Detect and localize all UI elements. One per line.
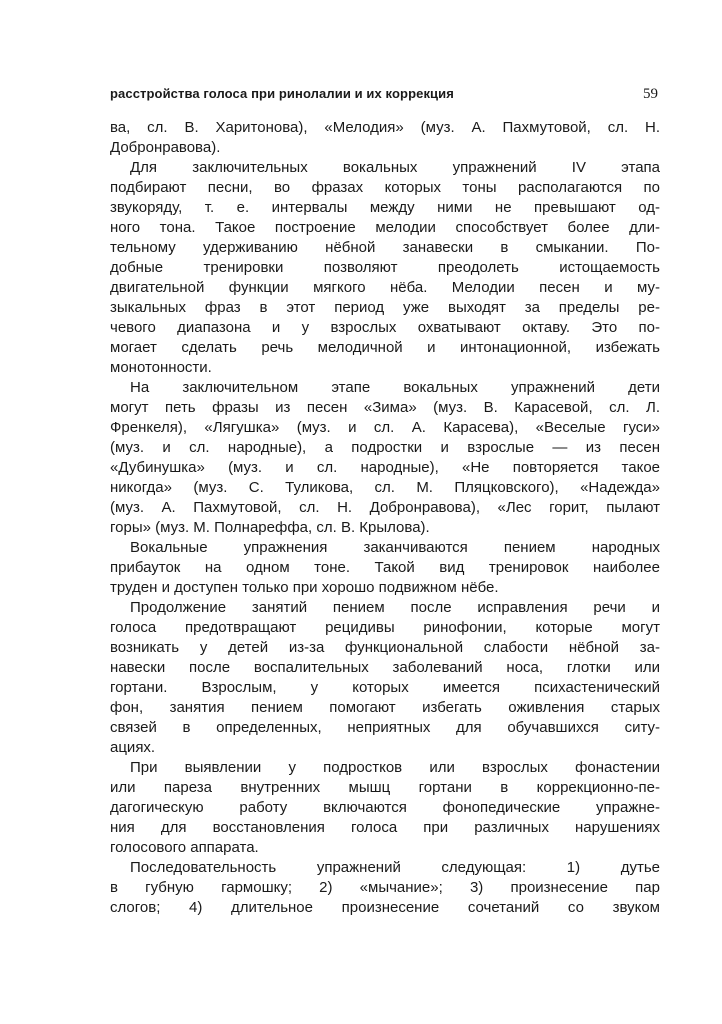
paragraph xyxy=(110,858,660,918)
text-line: «Дубинушка» (муз. и сл. народные), «Не повторяется такое xyxy=(110,459,660,476)
body-text xyxy=(110,118,660,918)
text-line: монотонности. xyxy=(110,359,212,376)
text-line: Добронравова). xyxy=(110,139,221,156)
paragraph xyxy=(110,378,660,538)
text-line: ного тона. Такое построение мелодии способствует более дли- xyxy=(110,219,660,236)
text-line: На заключительном этапе вокальных упражнений дети xyxy=(130,379,660,396)
text-line: ациях. xyxy=(110,739,156,756)
text-line: зыкальных фраз в этот период уже выходят за пределы ре- xyxy=(110,299,660,316)
text-line: возникать у детей из-за функциональной слабости нёбной за- xyxy=(110,639,660,656)
text-line: связей в определенных, неприятных для обучавшихся ситу- xyxy=(110,719,660,736)
paragraph xyxy=(110,538,660,598)
text-line: Для заключительных вокальных упражнений IV этапа xyxy=(130,159,660,176)
text-line: могут петь фразы из песен «Зима» (муз. В. Карасевой, сл. Л. xyxy=(110,399,660,416)
paragraph xyxy=(110,758,660,858)
text-line: добные тренировки позволяют преодолеть истощаемость xyxy=(110,259,660,276)
text-line: чевого диапазона и у взрослых охватывают октаву. Это по- xyxy=(110,319,660,336)
text-line: никогда» (муз. С. Туликова, сл. М. Пляцковского), «Надежда» xyxy=(110,479,660,496)
paragraph xyxy=(110,598,660,758)
text-line: Вокальные упражнения заканчиваются пением народных xyxy=(130,539,660,556)
text-line: прибауток на одном тоне. Такой вид тренировок наиболее xyxy=(110,559,660,576)
text-line: Последовательность упражнений следующая: 1) дутье xyxy=(130,859,660,876)
text-line: горы» (муз. М. Полнареффа, сл. В. Крылова). xyxy=(110,519,430,536)
text-line: звукоряду, т. е. интервалы между ними не превышают од- xyxy=(110,199,660,216)
text-line: слогов; 4) длительное произнесение сочетаний со звуком xyxy=(110,899,660,916)
text-line: гортани. Взрослым, у которых имеется психастенический xyxy=(110,679,660,696)
running-title: расстройства голоса при ринолалии и их коррекция xyxy=(110,86,454,101)
text-line: двигательной функции мягкого нёба. Мелодии песен и му- xyxy=(110,279,660,296)
text-line: труден и доступен только при хорошо подвижном нёбе. xyxy=(110,579,499,596)
text-line: фон, занятия пением помогают избегать оживления старых xyxy=(110,699,660,716)
text-line: могает сделать речь мелодичной и интонационной, избежать xyxy=(110,339,660,356)
text-line: При выявлении у подростков или взрослых фонастении xyxy=(130,759,660,776)
text-line: (муз. А. Пахмутовой, сл. Н. Добронравова), «Лес горит, пылают xyxy=(110,499,660,516)
text-line: тельному удерживанию нёбной занавески в смыкании. По- xyxy=(110,239,660,256)
paragraph xyxy=(110,118,660,158)
text-line: навески после воспалительных заболеваний носа, глотки или xyxy=(110,659,660,676)
running-head xyxy=(110,86,658,104)
text-line: дагогическую работу включаются фонопедические упражне- xyxy=(110,799,660,816)
paragraph xyxy=(110,158,660,378)
text-line: или пареза внутренних мышц гортани в коррекционно-пе- xyxy=(110,779,660,796)
text-line: Френкеля), «Лягушка» (муз. и сл. А. Карасева), «Веселые гуси» xyxy=(110,419,660,436)
text-line: Продолжение занятий пением после исправления речи и xyxy=(130,599,660,616)
text-line: голоса предотвращают рецидивы ринофонии, которые могут xyxy=(110,619,660,636)
text-line: (муз. и сл. народные), а подростки и взрослые — из песен xyxy=(110,439,660,456)
text-line: ния для восстановления голоса при различных нарушениях xyxy=(110,819,660,836)
text-line: ва, сл. В. Харитонова), «Мелодия» (муз. А. Пахмутовой, сл. Н. xyxy=(110,119,660,136)
text-line: в губную гармошку; 2) «мычание»; 3) произнесение пар xyxy=(110,879,660,896)
text-line: голосового аппарата. xyxy=(110,839,259,856)
text-line: подбирают песни, во фразах которых тоны располагаются по xyxy=(110,179,660,196)
page-number: 59 xyxy=(643,86,658,102)
